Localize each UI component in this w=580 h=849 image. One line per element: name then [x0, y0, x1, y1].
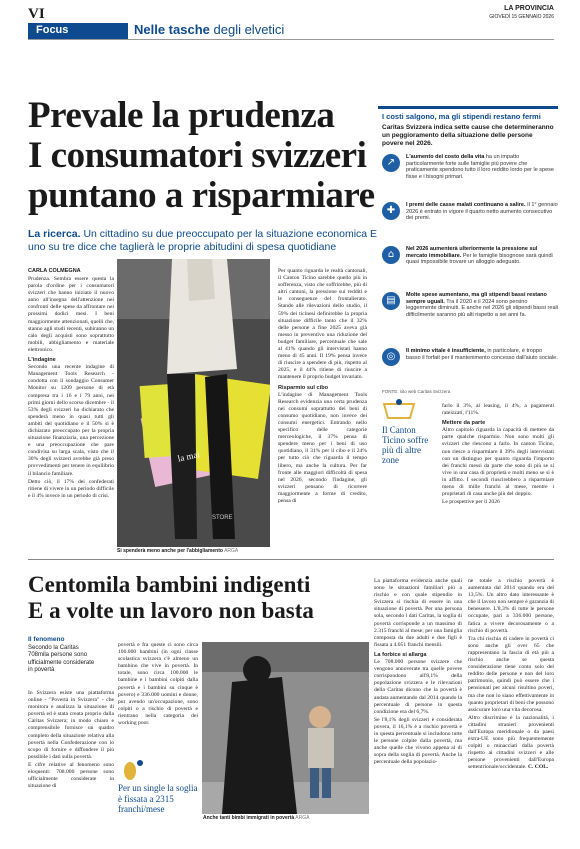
svg-text:STORE: STORE — [212, 515, 233, 521]
paragraph: Secondo una recente indagine di Management Tools Research - condotta con il sondaggio Consumer Monitor su 1209 persone di età compresa tra i 16 e i 79 anni, nei primi giorni dello scorso dicembre - il 53% degli svizzeri ha dichiarato che spenderà meno in quasi tutti gli ambiti del quotidiano e il 50% si è dichiarato preoccupato per la propria situazione finanziaria, una percezione e una preoccupazione che pare condivisa su larga scala, visto che il 30% degli svizzeri avrebbe già preso provvedimenti per tenere in equilibrio il bilancio familiare. — [28, 364, 114, 477]
photo-caption — [117, 548, 238, 554]
headline-2 — [28, 572, 408, 624]
paragraph: Altro capitolo riguarda la capacità di mettere da parte qualche risparmio. Non sono molti gli svizzeri che riescono a farlo. In canton Ticino, non riesce a risparmiare il 39% degli intervistati con un distinguo per quanto riguarda l'importo dei franchi messi da parte che sono di più se si vive in una casa di proprietà e molti meno se si è in affitto. I secondi riuscirebbero a risparmiare meno di mille franchi al mese, mentre i proprietari di casa anche più del doppio. — [442, 427, 554, 498]
paragraph: Prudenza. Sembra essere questa la parola d'ordine per i consumatori svizzeri che hanno iniziato il nuovo anno all'insegna dell'attenzione nei confronti delle spese da affrontare nei prossimi dodici mesi. I beni maggiormente attenzionati, quelli che, stanno agli studi recenti, subiranno un calo degli acquisti sono soprattutto mobili, abbigliamento e materiale elettronico. — [28, 276, 114, 353]
infobox-header — [378, 106, 558, 148]
article-divider — [28, 559, 554, 560]
lede — [28, 228, 378, 254]
chart-up-icon: ↗ — [382, 154, 400, 172]
focus-label: Focus — [28, 23, 128, 39]
masthead-title: LA PROVINCIA — [504, 5, 554, 12]
subheading: L'indagine — [28, 357, 56, 364]
masthead — [489, 5, 554, 21]
masthead-date: GIOVEDÌ 15 GENNAIO 2026 — [489, 14, 554, 20]
infobox-item-body: Il 1° gennaio 2026 è entrato in vigore il quarto netto aumento consecutivo dei premi. — [406, 202, 558, 222]
photo2-caption — [203, 815, 309, 821]
article2-column-1 — [28, 690, 114, 791]
photo2-caption-credit: ARGA — [295, 815, 310, 821]
infobox-title: I costi salgono, ma gli stipendi restano fermi — [382, 112, 541, 121]
shopping-photo — [117, 259, 270, 547]
headline-line: Centomila bambini indigenti — [28, 572, 311, 597]
infobox-item — [382, 292, 558, 318]
infobox-item — [382, 246, 558, 266]
section-title — [134, 22, 284, 37]
infobox-source: FONTE: sito web Caritas Svizzera — [382, 389, 451, 394]
article1-column-1 — [28, 276, 114, 501]
infobox-item — [382, 202, 558, 222]
headline-line: puntano a risparmiare — [28, 175, 375, 216]
paragraph: Le 708.000 persone svizzere che vengono annoverate tra quelle povere corrispondono all'8,1% della popolazione svizzera e le rilevazioni della Caritas dicono che la povertà è andata aumentando dal 2014 quando la percentuale di persone in questa condizione era del 6,7%. — [374, 659, 462, 715]
infobox-item-text — [406, 202, 558, 222]
paragraph: Se l'8,1% degli svizzeri è considerata povera, il 16,1% è a rischio povertà e in questa percentuale si includono tutte le persone colpite dalla povertà, ma anche quelle che vivono appena al di sopra della soglia di povertà. Anche la percentuale della popolazio- — [374, 716, 462, 766]
photo-caption-text: Si spenderà meno anche per l'abbigliamento — [117, 548, 223, 554]
article1-column-4 — [442, 403, 554, 507]
main-headline — [28, 96, 388, 216]
infobox-item-bold: I premi delle casse malati continuano a salire. — [406, 202, 526, 208]
paragraph: Detto ciò, il 17% dei confederati ritiene di vivere in un periodo difficile e il 4% invece in un periodo di crisi. — [28, 478, 114, 499]
paragraph: Le prospettive per il 2026 — [442, 499, 500, 506]
paragraph: Per quanto riguarda le realtà cantonali, il Canton Ticino sarebbe quello più in sofferenza, visto che soffrirebbe, più di altri cantoni, la pressione sui redditi e le conseguenze del frontalierato. Stando alle rilevazioni dello studio, il 59% dei ticinesi definirebbe la propria situazione difficile tanto che il 32% delle persone a fine 2025 aveva già messo in preventivo una riduzione del budget familiare, percentuale che sale al 41% quando gli intervistati hanno meno di 45 anni. Il 19% pensa invece di riuscire a spendere di più, rispetto al 2025, e il 44% ritiene di riuscire a mantenere il proprio budget invariato. — [278, 268, 367, 381]
paragraph — [468, 715, 554, 772]
kicker-bold: Il fenomeno — [28, 636, 65, 643]
infobox-item-body: Tra il 2020 e il 2024 sono persino leggermente diminuiti. E anche nel 2026 gli stipendi bassi reali difficilmente saranno più alti rispetto a sei anni fa. — [406, 298, 558, 318]
subheading: Mettere da parte — [442, 420, 486, 427]
house-icon: ⌂ — [382, 246, 400, 264]
kicker-text: Secondo la Caritas 708mila persone sono ufficialmente considerate in povertà — [28, 644, 95, 673]
infobox-item-bold: Molte spese aumentano, ma gli stipendi bassi restano sempre uguali. — [406, 292, 547, 305]
article1-column-3 — [278, 268, 367, 506]
infobox-item-text — [406, 246, 558, 266]
paragraph: povertà e fra queste ci sono circa 100.000 bambini (in ogni classe scolastica svizzera c'è almeno un bambino che vive in povertà. In totale, sono circa 100.000 le bambine e i bambini colpiti dalla povertà e i bambini su cinque è povero) e 336.000 uomini e donne, pur avendo un'occupazione, sono colpiti o a rischio di povertà e rientrano nella categoria dei working poor. — [118, 642, 198, 727]
shopping-basket-icon — [382, 398, 416, 425]
photo2-caption-text: Anche tanti bimbi immigrati in povertà — [203, 815, 295, 821]
infobox-item-bold: Nel 2026 aumenterà ulteriormente la pressione sul mercato immobiliare. — [406, 246, 538, 259]
infobox-item-body: in particolare, è troppo basso il forfait per il mantenimento concesso dall'aiuto sociale. — [406, 348, 558, 361]
coins-icon: ◎ — [382, 348, 400, 366]
paragraph: farlo il 3%, al leasing, il 4%, a pagamenti rateizzati, l'11%. — [442, 403, 554, 417]
headline-line: E a volte un lavoro non basta — [28, 598, 314, 623]
infobox-item-bold: Il minimo vitale è insufficiente, — [406, 348, 486, 354]
infobox-intro: Caritas Svizzera indica sette cause che determineranno un peggioramento della situazione delle persone povere nel 2026. — [382, 124, 554, 147]
paragraph: L'indagine di Management Tools Research evidenzia una certa prudenza nei consumi soprattutto dei beni di consumo quotidiano, non invece dei consumi energetici. Entrando nello specifico delle categorie merceologiche, il 37% pensa di spendere meno per i beni di uso quotidiano, il 31% per il cibo e il 24% per tutto ciò che riguarda il tempo libero, ma anche la cultura. Per far fronte alle maggiori difficoltà di spesa nel 2026, secondo l'indagine, gli svizzeri pensano di ricorrere maggiormente a forme di credito, pensa di — [278, 391, 367, 504]
svg-text:la mai: la mai — [176, 449, 201, 464]
footprint-icon — [120, 757, 148, 786]
infobox-item — [382, 154, 558, 180]
lede-text: Un cittadino su due preoccupato per la situazione economica E uno su tre dice che taglierà le proprie abitudini di spesa quotidiane — [28, 228, 378, 253]
infobox-item-body: Per le famiglie bisognose sarà quindi quasi impossibile trovare un alloggio adeguato. — [406, 252, 553, 266]
paragraph: La piattaforma evidenzia anche quali sono le situazioni familiari più a rischio e con quale stipendio in Svizzera si rischia di essere in una situazione di povertà. Per una persona sola, secondo i dati Caritas, la soglia di povertà corrisponde a un massimo di 2.315 franchi al mese; per una famiglia composta da due adulti e due figli è fissata a 4.051 franchi mensili. — [374, 578, 462, 648]
infobox-item-bold: L'aumento del costo della vita — [406, 154, 485, 160]
infobox-item — [382, 348, 558, 361]
signature: C. COL. — [527, 764, 549, 771]
paragraph: Tra chi rischia di cadere in povertà ci sono anche gli over 65 che rappresentano la fascia di età più a rischio anche se questa considerazione tiene conto solo del reddito delle persone e non del loro patrimonio, quindi può essere che i pensionati per alcuni risultino poveri, ma che non lo siano effettivamente in quanto proprietari di beni che possono assicurare loro una vita decorosa. — [468, 635, 554, 713]
infobox — [378, 106, 558, 394]
subheading: Risparmio sul cibo — [278, 384, 329, 391]
headline-line: I consumatori svizzeri — [28, 135, 367, 176]
shopping-bags-illustration — [117, 259, 270, 547]
infobox-item-text — [406, 348, 558, 361]
section-title-rest: degli elvetici — [213, 22, 285, 37]
article2-column-4 — [468, 578, 554, 773]
infobox-item-text — [406, 154, 558, 180]
children-photo — [202, 642, 369, 814]
paragraph: ne totale a rischio povertà è aumentata dal 2014 quando era del 13,5%. Un altro dato interessante è che il lavoro non sempre è garanzia di benessere. L'8,3% di tutte le persone occupate, pari a 336.000 persone, fatica a vivere decorosamente o a rischio di povertà. — [468, 578, 554, 634]
section-title-bold: Nelle tasche — [134, 22, 210, 37]
page-number: VI — [28, 6, 45, 22]
photo-caption-credit: ARGA — [224, 548, 239, 554]
infobox-item-text — [406, 292, 558, 318]
article2-column-2 — [118, 642, 198, 728]
byline: CARLA COLMEGNA — [28, 268, 81, 274]
lede-bold: La ricerca. — [28, 228, 81, 240]
paragraph-text: Altro discrimine è la nazionalità, i cittadini stranieri provenienti dall'Europa meridionale o da paesi extra-UE sono più frequentemente colpiti o minacciati dalla povertà rispetto ai cittadini svizzeri e alle persone provenienti dall'Europa settentrionale/occidentale. — [468, 714, 554, 771]
paragraph: E cifre relative al fenomeno sono eloquenti: 708.000 persone sono ufficialmente considerate in situazione di — [28, 761, 114, 790]
subheading: La forbice si allarga — [374, 651, 427, 658]
ticino-pull-quote: Il Canton Ticino soffre più di altre zone — [382, 425, 429, 465]
headline-line: Prevale la prudenza — [28, 95, 335, 136]
medical-icon: ✚ — [382, 202, 400, 220]
kicker — [28, 636, 100, 675]
poverty-pull-quote: Per un single la soglia è fissata a 2315 franchi/mese — [118, 783, 198, 814]
children-illustration — [202, 642, 369, 814]
paragraph: In Svizzera esiste una piattaforma online - "Povertà in Svizzera" - che monitora e analizza la situazione di povertà ed è stata creata proprio dalla Caritas Svizzera; in modo chiaro e comprensibile fornisce un quadro completo della situazione relativa alla povertà nella Confederazione con lo scopo di fornire e diffondere il più possibile i dati sulla povertà. — [28, 690, 114, 760]
infobox-item-body: ha un impatto particolarmente forte sulle famiglie più povere che praticamente spendono tutto il loro reddito lordo per le spese fisse e i bisogni primari. — [406, 154, 554, 180]
article2-column-3 — [374, 578, 462, 767]
wallet-icon: ▤ — [382, 292, 400, 310]
